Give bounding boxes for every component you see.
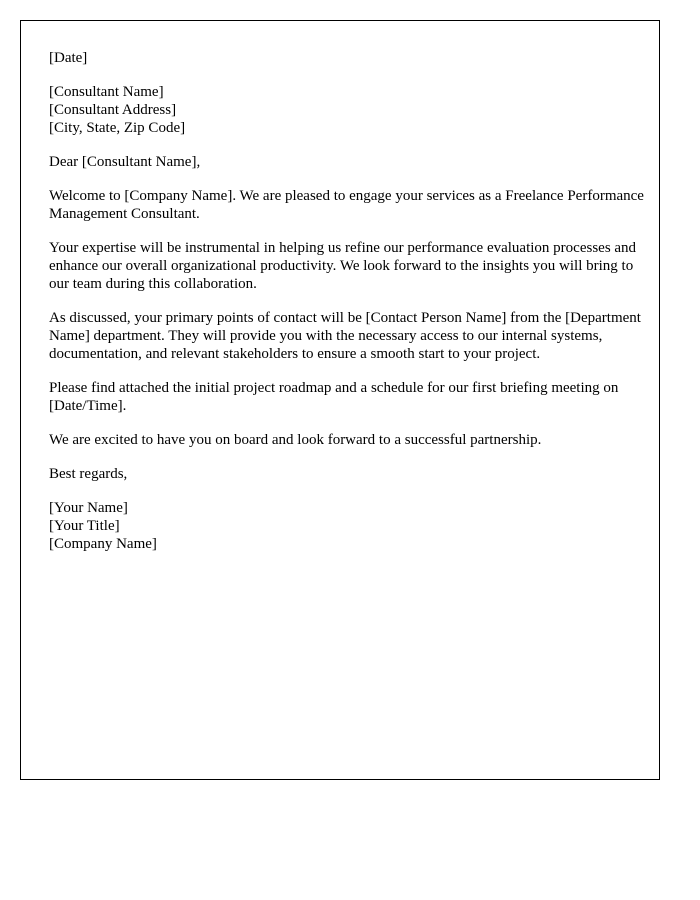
body-paragraph: Welcome to [Company Name]. We are pleased to engage your services as a Freelance Performance Management Consultant. xyxy=(49,188,644,222)
body-paragraph: We are excited to have you on board and look forward to a successful partnership. xyxy=(49,432,542,448)
body-paragraph: Please find attached the initial project roadmap and a schedule for our first briefing meeting on [Date/Time]. xyxy=(49,380,619,414)
recipient-address xyxy=(49,83,649,137)
recipient-address-line: [Consultant Address] xyxy=(49,102,177,118)
signature-title: [Your Title] xyxy=(49,518,120,534)
recipient-city-state-zip: [City, State, Zip Code] xyxy=(49,120,186,136)
recipient-name: [Consultant Name] xyxy=(49,84,164,100)
letter-page xyxy=(20,20,660,780)
salutation: Dear [Consultant Name], xyxy=(49,154,201,170)
closing: Best regards, xyxy=(49,466,128,482)
signature-company: [Company Name] xyxy=(49,536,157,552)
letter-content xyxy=(49,49,649,569)
body-paragraph: Your expertise will be instrumental in helping us refine our performance evaluation processes and enhance our overall organizational productivity. We look forward to the insights you will bring to our team during this collaboration. xyxy=(49,240,637,292)
body-paragraph: As discussed, your primary points of contact will be [Contact Person Name] from the [Department Name] department. They will provide you with the necessary access to our internal systems, documentation, and relevant stakeholders to ensure a smooth start to your project. xyxy=(49,310,641,362)
signature-name: [Your Name] xyxy=(49,500,128,516)
letter-date xyxy=(49,49,649,67)
date-text: [Date] xyxy=(49,50,88,66)
signature-block xyxy=(49,499,649,553)
